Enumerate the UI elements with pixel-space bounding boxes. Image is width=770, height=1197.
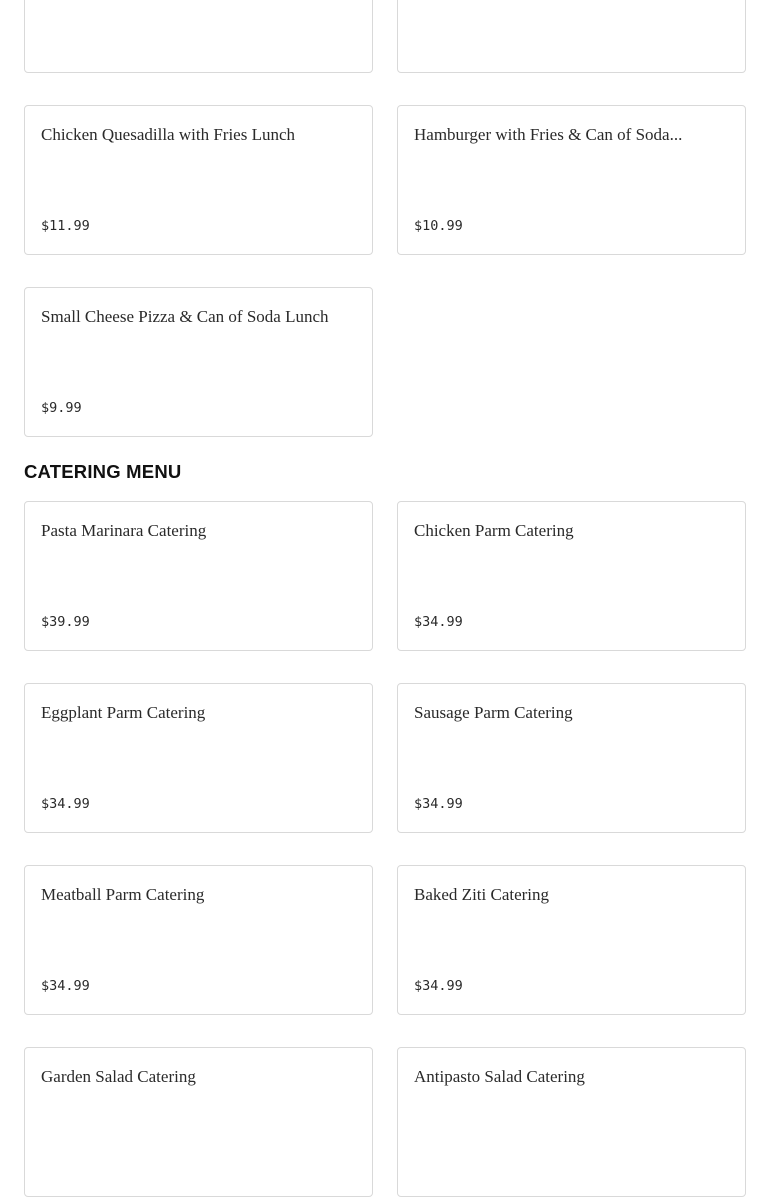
menu-item-name: Garden Salad Catering [41, 1067, 196, 1086]
menu-item-price: $34.99 [414, 796, 463, 812]
menu-item-card[interactable] [24, 501, 373, 651]
menu-item-name: Sausage Parm Catering [414, 703, 573, 722]
menu-item-card[interactable] [397, 1047, 746, 1197]
menu-item-price: $34.99 [414, 978, 463, 994]
section-heading-catering-menu: CATERING MENU [24, 461, 182, 482]
menu-item-card[interactable] [397, 105, 746, 255]
menu-item-name: Pasta Marinara Catering [41, 521, 207, 540]
menu-item-price: $9.99 [41, 400, 82, 416]
menu-item-name: Antipasto Salad Catering [414, 1067, 585, 1086]
menu-item-price: $34.99 [41, 978, 90, 994]
menu-item-card[interactable] [24, 105, 373, 255]
menu-item-price: $39.99 [41, 614, 90, 630]
menu-item-card[interactable] [397, 683, 746, 833]
menu-item-price: $10.99 [414, 218, 463, 234]
menu-item-card[interactable] [397, 865, 746, 1015]
menu-item-name: Chicken Parm Catering [414, 521, 574, 540]
menu-item-card[interactable] [397, 501, 746, 651]
menu-item-card[interactable] [24, 0, 373, 73]
menu-item-price: $11.99 [41, 218, 90, 234]
menu-item-name: Chicken Quesadilla with Fries Lunch [41, 125, 296, 144]
menu-item-card[interactable] [397, 0, 746, 73]
menu-item-name: Meatball Parm Catering [41, 885, 205, 904]
menu-item-name: Small Cheese Pizza & Can of Soda Lunch [41, 307, 329, 326]
menu-item-card[interactable] [24, 865, 373, 1015]
menu-item-card[interactable] [24, 683, 373, 833]
menu-item-name: Baked Ziti Catering [414, 885, 550, 904]
menu-item-name: Eggplant Parm Catering [41, 703, 206, 722]
menu-item-price: $34.99 [414, 614, 463, 630]
menu-item-name: Hamburger with Fries & Can of Soda... [414, 125, 683, 144]
menu-item-price: $34.99 [41, 796, 90, 812]
menu-item-card[interactable] [24, 1047, 373, 1197]
menu-item-card[interactable] [24, 287, 373, 437]
